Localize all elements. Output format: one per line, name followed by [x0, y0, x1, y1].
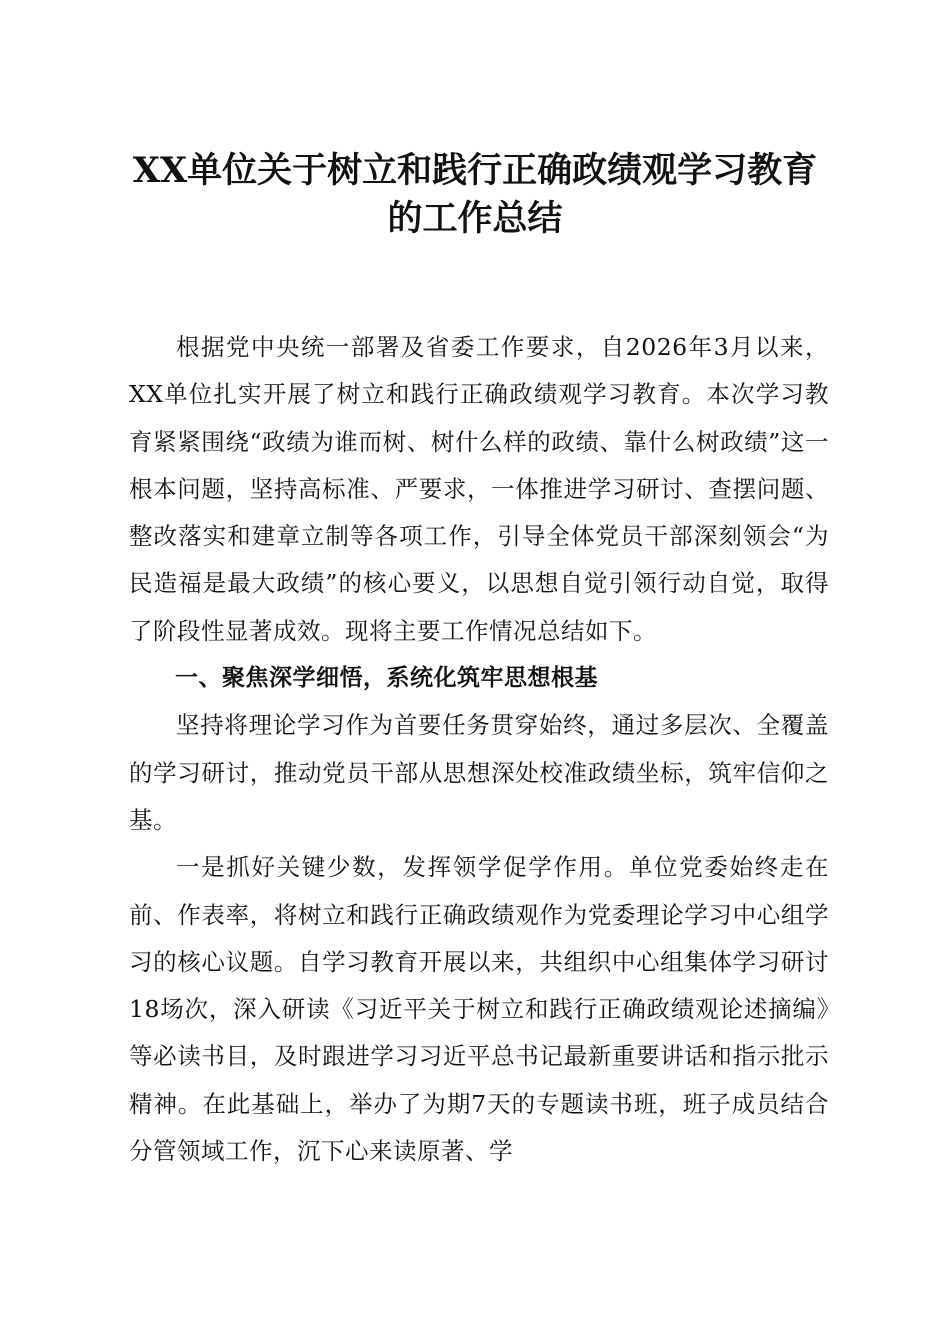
section-1-paragraph-2: 一是抓好关键少数，发挥领学促学作用。单位党委始终走在前、作表率，将树立和践行正确政绩观作为党委理论学习中心组学习的核心议题。自学习教育开展以来，共组织中心组集体学习研讨18场次，深入研读《习近平关于树立和践行正确政绩观论述摘编》等必读书目，及时跟进学习习近平总书记最新重要讲话和指示批示精神。在此基础上，举办了为期7天的专题读书班，班子成员结合分管领域工作，沉下心来读原著、学	[129, 853, 829, 1166]
intro-paragraph: 根据党中央统一部署及省委工作要求，自2026年3月以来，XX单位扎实开展了树立和践行正确政绩观学习教育。本次学习教育紧紧围绕“政绩为谁而树、树什么样的政绩、靠什么树政绩”这一根本问题，坚持高标准、严要求，一体推进学习研讨、查摆问题、整改落实和建章立制等各项工作，引导全体党员干部深刻领会“为民造福是最大政绩”的核心要义，以思想自觉引领行动自觉，取得了阶段性显著成效。现将主要工作情况总结如下。	[129, 333, 829, 645]
document-title-line-1: XX单位关于树立和践行正确政绩观学习教育	[132, 150, 818, 191]
document-body	[129, 324, 829, 1175]
section-heading-1: 一、聚焦深学细悟，系统化筑牢思想根基	[175, 665, 598, 692]
section-1-paragraph-1: 坚持将理论学习作为首要任务贯穿始终，通过多层次、全覆盖的学习研讨，推动党员干部从思想深处校准政绩坐标，筑牢信仰之基。	[129, 711, 829, 834]
document-title-line-2: 的工作总结	[387, 198, 563, 239]
